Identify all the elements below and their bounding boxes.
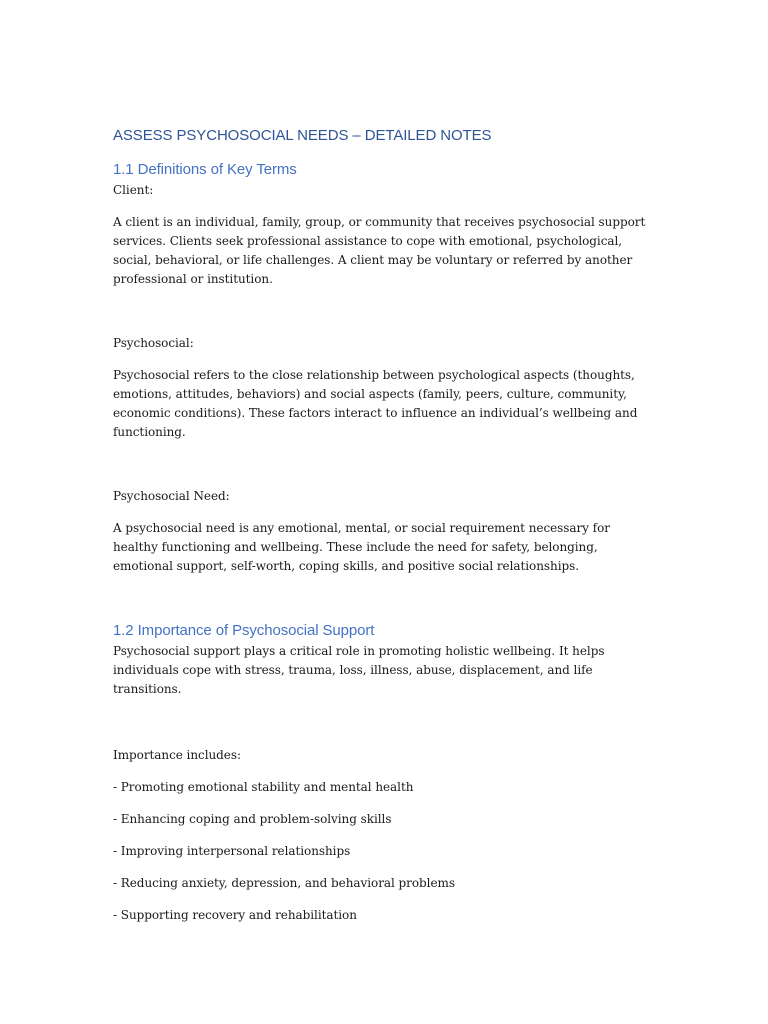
importance-intro: Psychosocial support plays a critical role in promoting holistic wellbeing. It helps individuals cope with stress, trauma, loss, illness, abuse, displacement, and life transitions. <box>113 644 605 696</box>
importance-list <box>113 778 658 925</box>
importance-list-label: Importance includes: <box>113 748 241 762</box>
term-label-psychosocial-need: Psychosocial Need: <box>113 489 230 503</box>
list-item: - Improving interpersonal relationships <box>113 844 351 858</box>
term-definition-client: A client is an individual, family, group, or community that receives psychosocial support services. Clients seek professional assistance to cope with emotional, psychological, social, behavioral, or life challenges. A client may be voluntary or referred by another professional or institution. <box>113 215 646 286</box>
term-label-client: Client: <box>113 183 154 197</box>
document-title: ASSESS PSYCHOSOCIAL NEEDS – DETAILED NOTES <box>113 127 492 144</box>
document-page <box>113 0 658 1024</box>
term-definition-psychosocial-need: A psychosocial need is any emotional, mental, or social requirement necessary for healthy functioning and wellbeing. These include the need for safety, belonging, emotional support, self-worth, coping skills, and positive social relationships. <box>113 521 610 573</box>
list-item: - Enhancing coping and problem-solving skills <box>113 812 392 826</box>
section-heading-definitions: 1.1 Definitions of Key Terms <box>113 161 297 178</box>
list-item: - Supporting recovery and rehabilitation <box>113 908 357 922</box>
section-heading-importance: 1.2 Importance of Psychosocial Support <box>113 622 375 639</box>
list-item: - Promoting emotional stability and mental health <box>113 780 414 794</box>
term-definition-psychosocial: Psychosocial refers to the close relationship between psychological aspects (thoughts, emotions, attitudes, behaviors) and social aspects (family, peers, culture, community, economic conditions). These factors interact to influence an individual’s wellbeing and functioning. <box>113 368 638 439</box>
term-label-psychosocial: Psychosocial: <box>113 336 194 350</box>
list-item: - Reducing anxiety, depression, and behavioral problems <box>113 876 455 890</box>
